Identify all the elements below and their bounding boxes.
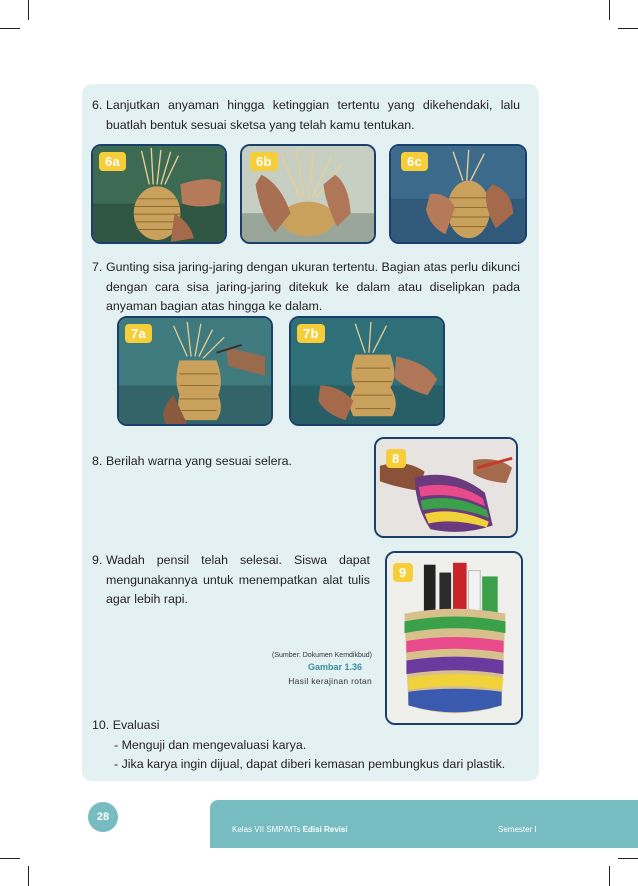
book-prefix: Kelas VII SMP/MTs [232,825,303,834]
photo-label: 7a [125,324,152,343]
step-text: Lanjutkan anyaman hingga ketinggian tertentu yang dikehendaki, lalu buatlah bentuk sesuai sketsa yang telah kamu tentukan. [106,98,520,132]
step-10 [92,716,524,775]
step-7 [92,258,520,317]
caption-source: (Sumber: Dokumen Kemdikbud) [272,652,372,659]
crop-mark [28,866,29,886]
photo-label: 7b [297,324,325,343]
crop-mark [0,28,20,29]
step-number: 8. [92,454,103,468]
photo-7a [117,316,273,426]
step-text: Evaluasi [112,718,160,732]
page-number: 28 [88,802,118,832]
photo-8 [374,437,518,538]
crop-mark [0,858,20,859]
step-text: Wadah pensil telah selesai. Siswa dapat mengunakannya untuk menempatkan alat tulis agar lebih rapi. [106,553,370,606]
photo-6a [91,144,227,244]
evaluation-title [92,716,524,736]
step-number: 10. [92,718,110,732]
crop-mark [609,866,610,886]
crop-mark [609,0,610,20]
evaluation-item: - Menguji dan mengevaluasi karya. [114,737,307,752]
evaluation-item: - Jika karya ingin dijual, dapat diberi kemasan pembungkus dari plastik. [114,757,506,771]
step-9 [92,551,370,610]
book-edition: Edisi Revisi [302,825,348,834]
photo-6c [389,144,527,244]
photo-6b [240,144,376,244]
footer-book-title [232,825,348,834]
step-8 [92,452,362,472]
photo-label: 8 [386,449,406,468]
photo-label: 6a [99,152,126,171]
step-6 [92,96,520,135]
step-number: 9. [92,553,103,567]
photo-label: 6c [401,152,428,171]
photo-label: 9 [393,563,413,582]
figure-title: Hasil kerajinan rotan [288,676,372,686]
figure-caption [262,650,372,662]
photo-9 [385,551,523,725]
crop-mark [618,858,638,859]
step-number: 7. [92,260,103,274]
crop-mark [618,28,638,29]
step-number: 6. [92,98,103,112]
photo-7b [289,316,445,426]
photo-label: 6b [250,152,278,171]
step-text: Gunting sisa jaring-jaring dengan ukuran tertentu. Bagian atas perlu dikunci dengan cara sisa jaring-jaring ditekuk ke dalam atau diselipkan pada anyaman bagian atas hingga ke dalam. [106,260,520,313]
footer-bar [210,800,638,848]
figure-number: Gambar 1.36 [308,662,363,672]
footer-semester: Semester I [498,825,537,834]
crop-mark [28,0,29,20]
step-text: Berilah warna yang sesuai selera. [106,454,292,468]
